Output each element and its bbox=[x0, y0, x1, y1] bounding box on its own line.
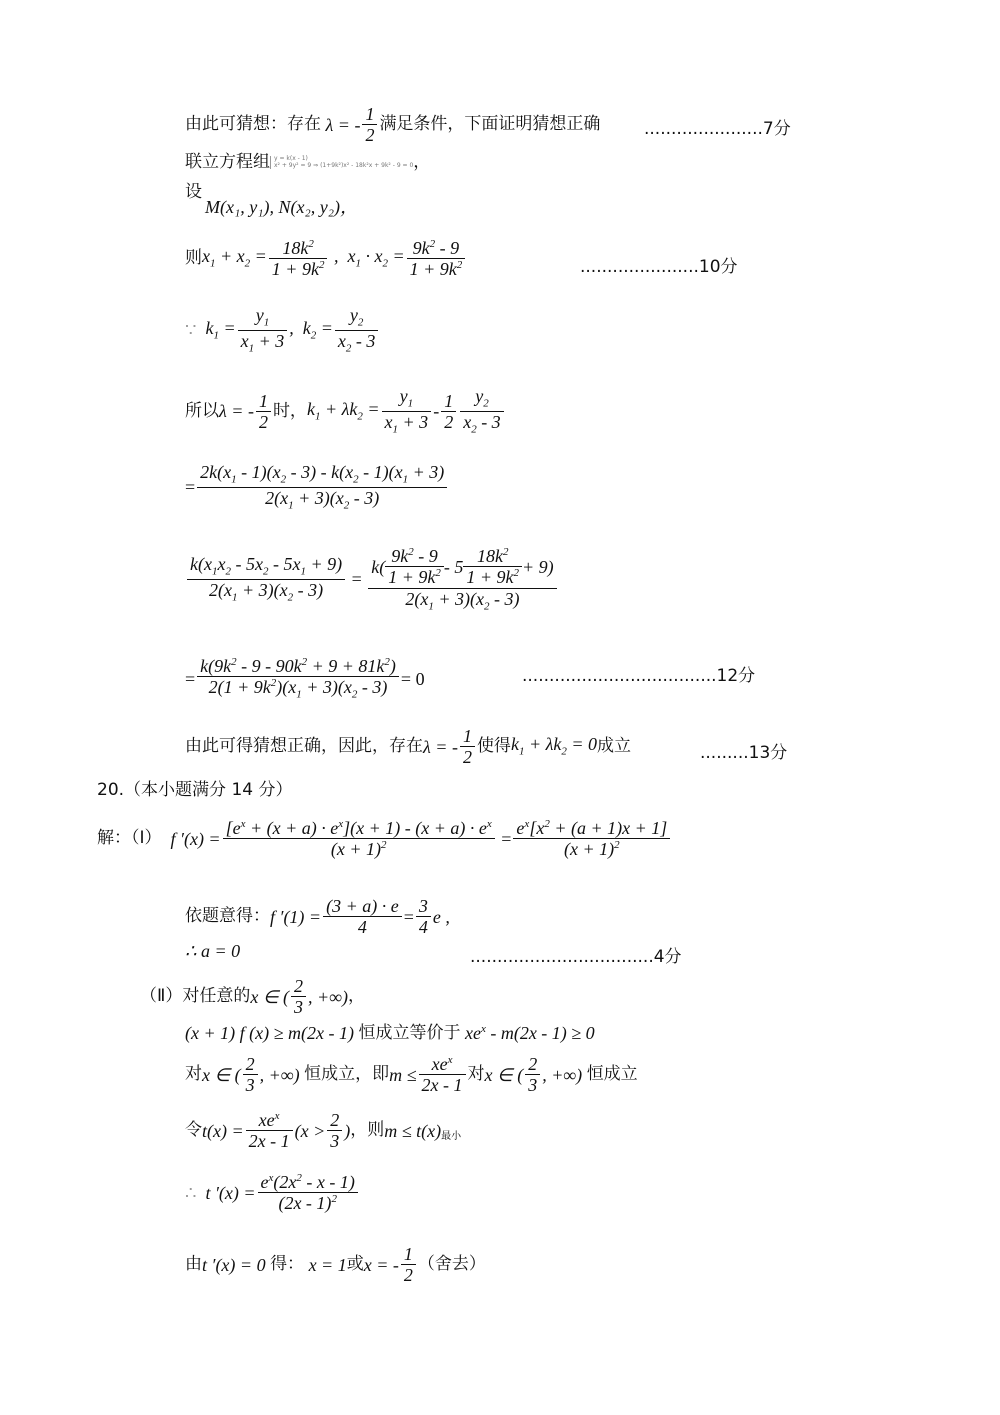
frac-y1: $\frac{y_1}{x_1 + 3}$ bbox=[382, 386, 432, 436]
lambda-eq-3: λ = - bbox=[423, 736, 458, 757]
t-def: t(x) = bbox=[202, 1120, 244, 1141]
x-in-interval: x ∈ ( bbox=[250, 986, 290, 1007]
equals-sign-5: = bbox=[403, 906, 414, 927]
frac-sum: $\frac{18k^2}{1 + 9k^2}$ bbox=[269, 238, 328, 279]
frac-two-thirds-4: $\frac{2}{3}$ bbox=[327, 1110, 342, 1151]
then-text: ，则 bbox=[350, 1120, 385, 1140]
frac-t: $\frac{xe^x}{2x - 1}$ bbox=[246, 1110, 293, 1151]
ineq-rhs: $xe^x - m(2x - 1) \ge 0$ bbox=[460, 1023, 595, 1043]
holds-i-e-text: 恒成立，即 bbox=[304, 1064, 390, 1084]
x-eq-1: x = 1 bbox=[304, 1254, 347, 1275]
guess-line bbox=[185, 104, 600, 145]
x-gt: (x > bbox=[294, 1120, 326, 1141]
e-comma: e , bbox=[432, 906, 450, 927]
lambda-eq-2: λ = - bbox=[219, 401, 254, 422]
frac-xex: $\frac{xe^x}{2x - 1}$ bbox=[419, 1054, 466, 1095]
min-subscript: 最小 bbox=[441, 1130, 462, 1142]
get-text: 得： bbox=[270, 1254, 305, 1274]
equals-sign-3: = bbox=[185, 668, 196, 689]
paren-close: ) bbox=[344, 1120, 351, 1141]
equivalent-text: 恒成立等价于 bbox=[358, 1022, 461, 1043]
frac-expand-2: $\frac{k(x_1x_2 - 5x_2 - 5x_1 + 9)}{2(x_1 + 3)(x_2 - 3)}$ bbox=[187, 554, 345, 604]
m-leq-tmin: m ≤ t(x) bbox=[384, 1120, 442, 1141]
when-text: 时， bbox=[272, 400, 307, 421]
system-eq-1: y = k(x - 1) bbox=[274, 154, 308, 162]
frac-k2: $\frac{y_2}{x_2 - 3}$ bbox=[335, 305, 379, 355]
score-7: ......................7分 bbox=[644, 119, 791, 139]
frac-one-half: $\frac{1}{2}$ bbox=[362, 104, 377, 145]
from-text: 由 bbox=[185, 1254, 202, 1274]
equation-system bbox=[270, 156, 413, 169]
frac-expand-1: $\frac{2k(x_1 - 1)(x_2 - 3) - k(x_2 - 1)(x_1 + 3)}{2(x_1 + 3)(x_2 - 3)}$ bbox=[197, 462, 447, 512]
x-in-interval-3: x ∈ ( bbox=[484, 1064, 524, 1085]
q20-solve-deriv bbox=[185, 1244, 486, 1285]
ineq-lhs: (x + 1) f (x) ≥ m(2x - 1) bbox=[185, 1023, 359, 1043]
frac-fprime-2: $\frac{e^x[x^2 + (a + 1)x + 1]}{(x + 1)^2}$ bbox=[513, 818, 670, 859]
frac-y2: $\frac{y_2}{x_2 - 3}$ bbox=[460, 386, 504, 436]
system-text: 联立方程组 bbox=[185, 152, 270, 172]
let-text: 令 bbox=[185, 1120, 202, 1140]
part2-comma: ， bbox=[348, 986, 366, 1006]
slopes-line bbox=[185, 305, 380, 355]
for-text: 对 bbox=[185, 1064, 202, 1084]
frac-expand-3: k( $\frac{9k^2 - 9}{1 + 9k^2}$ - 5 $\frac{18k^2}{1 + 9k^2}$ + 9) $2(x_1 + 3)(x_2 - 3)$ bbox=[368, 545, 556, 614]
holds-text: 成立 bbox=[597, 736, 632, 756]
combination-line bbox=[185, 386, 506, 436]
k1-lhs: $k_1$ = bbox=[205, 317, 236, 342]
frac-k1: $\frac{y_1}{x_1 + 3}$ bbox=[238, 305, 288, 355]
solve-label: 解：（Ⅰ） bbox=[97, 828, 162, 848]
tprime-zero: t ′(x) = 0 bbox=[202, 1254, 271, 1275]
vieta-text: 则 bbox=[185, 248, 202, 268]
frac-three-quarter: $\frac{3}{4}$ bbox=[416, 896, 431, 937]
makes-text: 使得 bbox=[476, 736, 511, 756]
fprime-1: f ′(1) = bbox=[270, 906, 322, 927]
minus-sign: - bbox=[433, 401, 440, 422]
conclusion-text: 由此可得猜想正确，因此，存在 bbox=[185, 736, 423, 756]
frac-one-half-2: $\frac{1}{2}$ bbox=[256, 391, 271, 432]
q20-part1 bbox=[97, 818, 672, 859]
m-leq: m ≤ bbox=[389, 1064, 417, 1085]
score-10: ......................10分 bbox=[580, 257, 738, 277]
equals-sign-2: = bbox=[347, 569, 367, 590]
part2-label: （Ⅱ）对任意的 bbox=[140, 986, 251, 1006]
frac-fprime-1: $\frac{[e^x + (x + a) \cdot e^x](x + 1) - (x + a) \cdot e^x}{(x + 1)^2}$ bbox=[223, 818, 495, 859]
q20-tprime bbox=[185, 1172, 360, 1213]
guess-text: 由此可猜想：存在 bbox=[185, 114, 321, 134]
score-13: .........13分 bbox=[700, 743, 788, 763]
frac-cond: $\frac{(3 + a) \cdot e}{4}$ bbox=[323, 896, 402, 937]
expand-line-2 bbox=[185, 545, 559, 614]
frac-two-thirds-3: $\frac{2}{3}$ bbox=[525, 1054, 540, 1095]
system-eq-2: x² + 9y² = 9 ⇒ (1+9k²)x² - 18k²x + 9k² - 9 = 0 bbox=[274, 161, 414, 169]
guess-text-b: 满足条件，下面证明猜想正确 bbox=[379, 114, 601, 134]
x-in-interval-2: x ∈ ( bbox=[202, 1064, 241, 1085]
frac-two-thirds: $\frac{2}{3}$ bbox=[291, 976, 306, 1017]
frac-result: $\frac{k(9k^2 - 9 - 90k^2 + 9 + 81k^2)}{2(1 + 9k^2)(x_1 + 3)(x_2 - 3)}$ bbox=[197, 656, 399, 702]
q20-title: 20.（本小题满分 14 分） bbox=[97, 780, 293, 800]
for-text-2: 对 bbox=[467, 1064, 485, 1084]
holds-text-2: 恒成立 bbox=[586, 1064, 638, 1084]
equals-sign: = bbox=[185, 477, 196, 498]
condition-text: 依题意得： bbox=[185, 906, 270, 926]
system-comma: ， bbox=[413, 152, 431, 172]
interval-end-3: , +∞) bbox=[542, 1064, 587, 1085]
let-points-math: M(x₁, y₁), N(x₂, y₂)， bbox=[205, 197, 358, 217]
frac-product: $\frac{9k^2 - 9}{1 + 9k^2}$ bbox=[407, 238, 466, 279]
or-text: 或 bbox=[346, 1254, 364, 1274]
fprime: f ′(x) = bbox=[161, 828, 221, 849]
q20-inequality bbox=[185, 1024, 595, 1042]
result-line bbox=[185, 656, 425, 702]
expand-line-1 bbox=[185, 462, 449, 512]
interval-end: , +∞) bbox=[308, 986, 349, 1007]
score-12: ....................................12分 bbox=[522, 666, 756, 686]
score-4: ..................................4分 bbox=[470, 947, 682, 967]
frac-half-5: $\frac{1}{2}$ bbox=[401, 1244, 416, 1285]
frac-tprime: $\frac{e^x(2x^2 - x - 1)}{(2x - 1)^2}$ bbox=[258, 1172, 358, 1213]
frac-two-thirds-2: $\frac{2}{3}$ bbox=[243, 1054, 258, 1095]
equals-sign-4: = bbox=[496, 828, 512, 849]
q20-line3 bbox=[185, 1054, 638, 1095]
vieta-line bbox=[185, 238, 467, 279]
sum-lhs: $x_1 + x_2$ = bbox=[202, 246, 267, 270]
because-mark: ∵ bbox=[185, 320, 206, 341]
a-equals-zero: ∴ a = 0 bbox=[185, 941, 241, 961]
discard-text: （舍去） bbox=[417, 1254, 486, 1274]
system-line bbox=[185, 154, 430, 171]
frac-one-half-4: $\frac{1}{2}$ bbox=[460, 726, 475, 767]
lambda-eq: λ = - bbox=[321, 114, 361, 135]
x-eq-neg: x = - bbox=[363, 1254, 399, 1275]
conclusion-line bbox=[185, 726, 631, 767]
frac-half-3: $\frac{1}{2}$ bbox=[441, 391, 456, 432]
k-combo-zero: $k_1 + \lambda k_2 = 0$ bbox=[510, 734, 598, 758]
let-points-text: 设 bbox=[185, 182, 202, 202]
k2-lhs: , $k_2$ = bbox=[289, 317, 333, 342]
equals-zero: = 0 bbox=[400, 668, 425, 689]
q20-let bbox=[185, 1110, 461, 1151]
k-combo: $k_1 + \lambda k_2$ = bbox=[306, 398, 380, 423]
therefore-mark: ∴ bbox=[185, 1182, 206, 1203]
q20-part2 bbox=[140, 976, 365, 1017]
q20-condition bbox=[185, 896, 450, 937]
so-text: 所以 bbox=[185, 400, 219, 421]
tprime-lhs: t ′(x) = bbox=[205, 1182, 256, 1203]
interval-end-2: , +∞) bbox=[259, 1064, 305, 1085]
product-lhs: , $x_1 \cdot x_2$ = bbox=[329, 246, 405, 270]
